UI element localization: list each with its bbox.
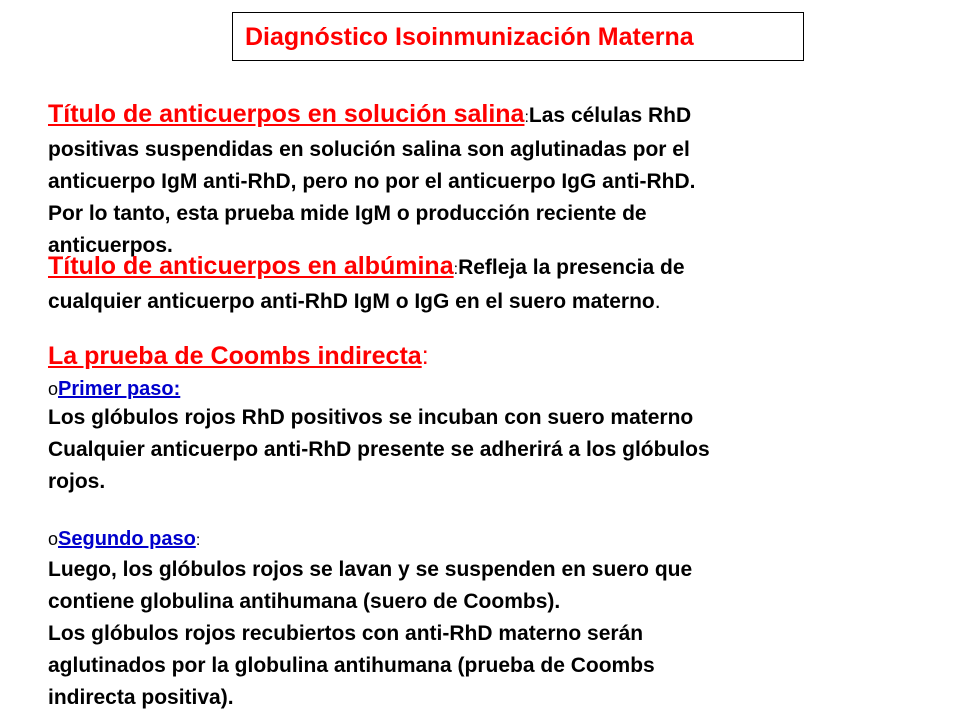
step2-line-2: contiene globulina antihumana (suero de Coombs).: [48, 590, 561, 613]
step2-colon: :: [195, 532, 201, 549]
albumin-line-2: cualquier anticuerpo anti-RhD IgM o IgG en el suero materno: [48, 290, 655, 313]
albumin-heading: Título de anticuerpos en albúmina: [48, 252, 454, 280]
saline-line-1: Las células RhD: [528, 104, 692, 127]
step2-line-1: Luego, los glóbulos rojos se lavan y se suspenden en suero que: [48, 558, 693, 581]
albumin-colon: :: [453, 261, 459, 278]
step2-line-5: indirecta positiva).: [48, 686, 234, 709]
saline-line-5: anticuerpos.: [48, 234, 173, 257]
coombs-heading: La prueba de Coombs indirecta: [48, 342, 422, 370]
step2-label: Segundo paso: [58, 528, 196, 550]
step1-label: Primer paso:: [58, 378, 181, 400]
coombs-colon: :: [421, 342, 429, 370]
spacer: [48, 498, 928, 522]
step2-bullet: o: [48, 529, 59, 549]
saline-heading: Título de anticuerpos en solución salina: [48, 100, 525, 128]
saline-section: [48, 98, 928, 262]
saline-line-2: positivas suspendidas en solución salina son aglutinadas por el: [48, 138, 690, 161]
step1-bullet: o: [48, 379, 59, 399]
step1-line-2: Cualquier anticuerpo anti-RhD presente se adherirá a los glóbulos: [48, 438, 710, 461]
saline-line-4: Por lo tanto, esta prueba mide IgM o producción reciente de: [48, 202, 647, 225]
slide-title: Diagnóstico Isoinmunización Materna: [245, 23, 694, 51]
saline-colon: :: [524, 109, 529, 126]
step2-line-3: Los glóbulos rojos recubiertos con anti-RhD materno serán: [48, 622, 644, 645]
step1-line-3: rojos.: [48, 470, 106, 493]
albumin-line-1: Refleja la presencia de: [458, 256, 685, 279]
step2-line-4: aglutinados por la globulina antihumana (prueba de Coombs: [48, 654, 655, 677]
albumin-trailing: .: [654, 290, 661, 313]
saline-line-3: anticuerpo IgM anti-RhD, pero no por el anticuerpo IgG anti-RhD.: [48, 170, 696, 193]
step1-line-1: Los glóbulos rojos RhD positivos se incuban con suero materno: [48, 406, 694, 429]
coombs-section: [48, 340, 928, 714]
title-box: [232, 12, 804, 61]
albumin-section: [48, 250, 928, 318]
